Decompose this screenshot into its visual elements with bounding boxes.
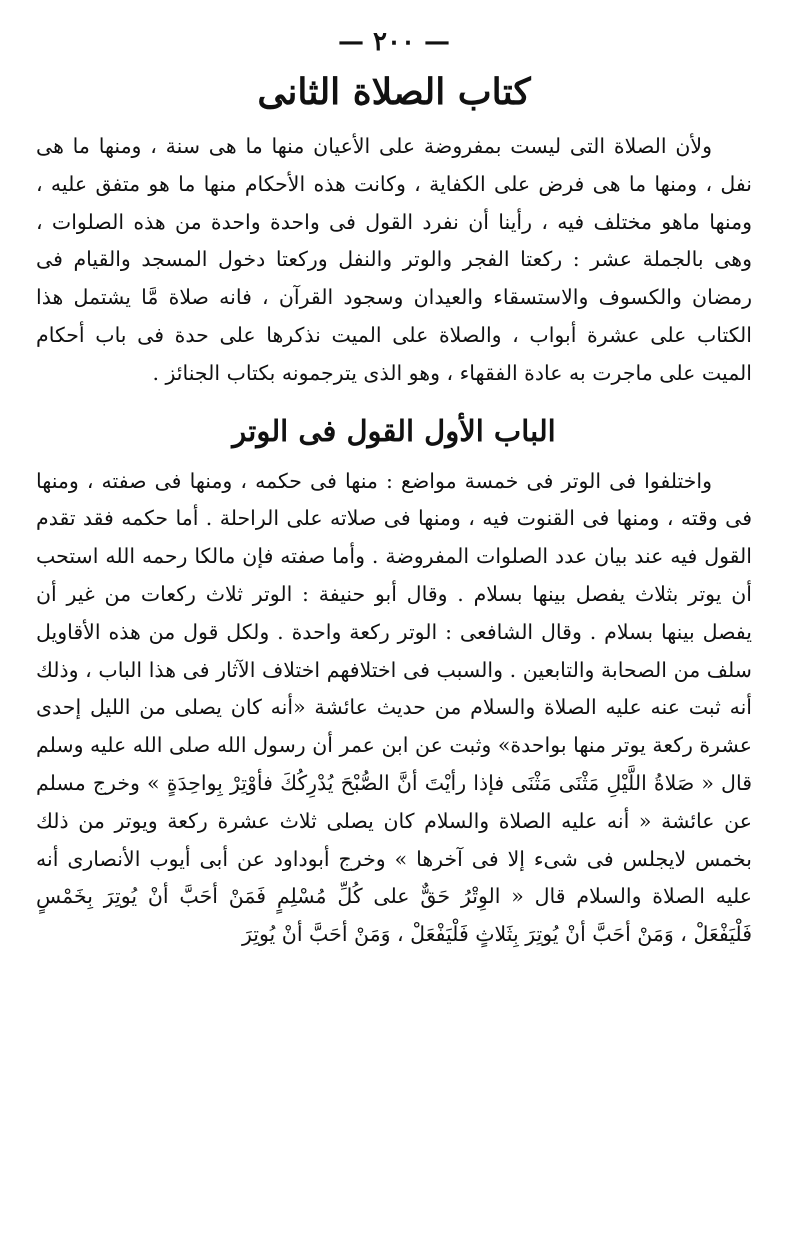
section-heading: الباب الأول القول فى الوتر	[232, 413, 556, 448]
page-number: — ٢٠٠ —	[337, 27, 451, 57]
book-title: كتاب الصلاة الثانى	[257, 71, 531, 113]
intro-paragraph: ولأن الصلاة التى ليست بمفروضة على الأعيان منها ما هى سنة ، ومنها ما هى نفل ، ومنها ما هى فرض على الكفاية ، وكانت هذه الأحكام منها ما هو متفق عليه ، ومنها ماهو مختلف فيه ، رأينا أن نفرد القول فى واحدة واحدة من هذه الصلوات ، وهى بالجملة عشر : ركعتا الفجر والوتر والنفل وركعتا دخول المسجد والقيام فى رمضان والكسوف والاستسقاء والعيدان وسجود القرآن ، فانه صلاة مَّا يشتمل هذا الكتاب على عشرة أبواب ، والصلاة على الميت نذكرها على حدة فى باب أحكام الميت على ماجرت به عادة الفقهاء ، وهو الذى يترجمونه بكتاب الجنائز .	[36, 134, 752, 385]
section-paragraph: واختلفوا فى الوتر فى خمسة مواضع : منها فى حكمه ، ومنها فى صفته ، ومنها فى وقته ، ومنها فى القنوت فيه ، ومنها فى صلاته على الراحلة . أما حكمه فقد تقدم القول فيه عند بيان عدد الصلوات المفروضة . وأما صفته فإن مالكا رحمه الله استحب أن يوتر بثلاث يفصل بينها بسلام . وقال أبو حنيفة : الوتر ثلاث ركعات من غير أن يفصل بينها بسلام . وقال الشافعى : الوتر ركعة واحدة . ولكل قول من هذه الأقاويل سلف من الصحابة والتابعين . والسبب فى اختلافهم اختلاف الآثار فى هذا الباب ، وذلك أنه ثبت عنه عليه الصلاة والسلام من حديث عائشة «أنه كان يصلى من الليل إحدى عشرة ركعة يوتر منها بواحدة» وثبت عن ابن عمر أن رسول الله صلى الله عليه وسلم قال « صَلاةُ اللَّيْلِ مَثْنَى مَثْنَى فإذا رأيْتَ أنَّ الصُّبْحَ يُدْرِكُكَ فأوْتِرْ بِواحِدَةٍ » وخرج مسلم عن عائشة « أنه عليه الصلاة والسلام كان يصلى ثلاث عشرة ركعة ويوتر من ذلك بخمس لايجلس فى شىء إلا فى آخرها » وخرج أبوداود عن أبى أيوب الأنصارى أنه عليه الصلاة والسلام قال « الوِتْرُ حَقٌّ على كُلِّ مُسْلِمٍ فَمَنْ أحَبَّ أنْ يُوتِرَ بِخَمْسٍ فَلْيَفْعَلْ ، وَمَنْ أحَبَّ أنْ يُوتِرَ بِثَلاثٍ فَلْيَفْعَلْ ، وَمَنْ أحَبَّ أنْ يُوتِرَ	[36, 468, 752, 947]
